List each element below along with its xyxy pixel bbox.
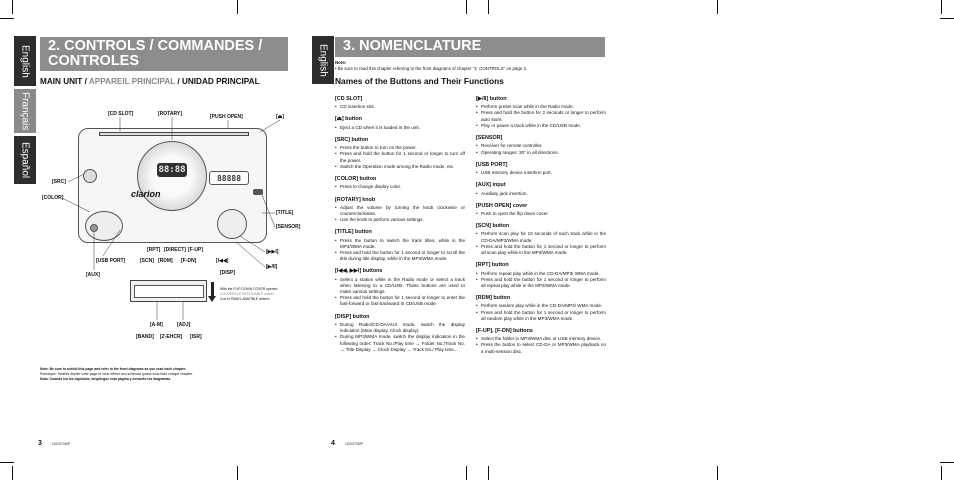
unfold-notes: Note: Be sure to unfold this page and refer to the front diagrams as you read each chapter. Remarque: Veuillez déplier cette page et vous référer aux schémas quand vous lisez chaque chapitre. Nota: Cuando lea los capítulos, despliegue esta página y consulte los diagramas. [40,367,194,382]
function-entry-title: [RPT] button [476,262,509,269]
main-unit-heading: MAIN UNIT / APPAREIL PRINCIPAL / UNIDAD PRINCIPAL [40,77,260,86]
function-entry-item: • Press the button to select CD-DA or MP3/WMA playback on a multi-session disc. [476,342,606,354]
label-usb-port: [USB PORT] [96,258,126,264]
lcd-left: 88:88 [158,165,186,175]
function-entry [335,197,465,224]
function-entry-title: [USB PORT] [476,161,508,168]
label-direct: [DIRECT] [164,247,186,253]
flip-note: With the FLIP DOWN COVER opened COUVERCLE RECLINABLE ouvert Con el PANEL ABATIBLE abierto [220,287,278,302]
function-entry-item: • Press and hold the button for 1 second or longer to perform all scan play while in the MP3/WMA mode. [476,244,606,256]
function-entry-title: [SCN] button [476,223,510,230]
function-entry [476,162,606,176]
tab-english-right[interactable]: English [312,36,334,84]
crop-mark [488,466,489,480]
function-entry [476,182,606,196]
function-entry-item: • Perform scan play for 10 seconds of each track while in the CD-DA/MP3/WMA mode. [476,231,606,243]
label-rotary: [ROTARY] [158,111,182,117]
function-entry-item: • Perform random play while in the CD-DA/MP3/ WMA mode. [476,303,606,309]
tab-espanol[interactable]: Español [14,136,36,184]
function-entry-item: • Press and hold the button for 1 second or longer to enter the fast-forward or fast-backward in CD/USB mode. [335,295,465,307]
label-title: [TITLE] [276,210,294,216]
label-src: [SRC] [52,179,66,185]
label-fdn: [F-DN] [181,258,197,264]
lcd-right: 88888 [209,171,249,185]
function-entry-item: • Switch the Operation mode among the Radio mode, etc. [335,164,465,170]
crop-mark [941,466,942,480]
language-tab-right [312,36,334,87]
label-rdm: [RDM] [158,258,173,264]
crop-mark [237,466,238,480]
leader-lines [0,0,320,345]
label-eject: [⏏] [276,114,285,120]
brand-logo: clarion [131,189,161,199]
function-entry-item: • Press to change display color. [335,184,465,190]
function-entry-item: • Press and hold the button for 2 seconds or longer to perform auto store. [476,110,606,122]
nomenclature-note: Note: • Be sure to read this chapter referring to the front diagrams of chapter "2. CONTROLS" on page 3. [335,60,528,72]
crop-mark [717,466,718,480]
function-entry-item: • Select the folder in MP3/WMA disc or USB memory device. [476,336,606,342]
function-entry-title: [⏏] button [335,116,362,123]
function-entry-item: • Adjust the volume by turning the knob clockwise or counterclockwise. [335,205,465,217]
function-entry-item: • Press and hold the button for 1 second or longer to turn off the power. [335,151,465,163]
function-entry-item: • Press and hold the button for 1 second or longer to perform all random play while in the MP3/WMA mode. [476,310,606,322]
crop-mark [12,466,13,480]
function-entry-item: • During Radio/CD-DA/AUX mode, switch the display indication (Main display, Clock display). [335,322,465,334]
function-entry-title: [SRC] button [335,136,369,143]
tab-francais[interactable]: Français [14,89,36,133]
function-entry-item: • During MP3/WMA mode, switch the display indication in the following order: Track No./Play time → Folder No./Track No. → Title Display → Clock Display → Track No./ Play time... [335,334,465,353]
function-entry-item: • CD insertion slot. [335,104,465,110]
function-entry-title: [TITLE] button [335,229,372,236]
page-code-right: UD0370MP [345,442,364,446]
function-entry-title: [▶/II] button [476,96,507,102]
function-entry-item: • Push to open the flip down cover. [476,211,606,217]
label-push-open: [PUSH OPEN] [210,114,243,120]
function-entry-title: [COLOR] button [335,176,377,183]
function-entry-title: [F-UP], [F-DN] buttons [476,327,533,334]
function-entry-title: [SENSOR] [476,135,503,142]
function-entry-item: • Select a station while in the Radio mode or select a track when listening to a CD/USB. These buttons are used to make various settings. [335,277,465,296]
function-entry [335,137,465,170]
function-entry-item: • Press and hold the button for 1 second or longer to scroll the title during title display, while in the MP3/WMA mode. [335,250,465,262]
label-rpt: [RPT] [147,247,161,253]
nomenclature-title: 3. NOMENCLATURE [335,37,605,57]
function-entry-item: • Press the button to switch the track titles, while in the MP3/WMA mode. [335,238,465,250]
function-entry-title: [CD SLOT] [335,96,363,102]
function-entry-title: [DISP] button [335,313,370,320]
crop-mark [466,0,467,14]
function-entry [476,135,606,156]
label-next: [▶▶I] [266,249,279,255]
function-entry [335,314,465,353]
label-prev: [I◀◀] [216,258,229,264]
label-aux: [AUX] [86,272,100,278]
function-entry [476,328,606,355]
function-entry [335,116,465,130]
function-entry [476,262,606,289]
crop-mark [940,462,954,463]
label-isr: [ISR] [190,334,202,340]
label-disp: [DISP] [220,270,235,276]
page-code-left: UD0370MP [52,442,71,446]
crop-mark [717,0,718,14]
function-entry [335,268,465,307]
label-am: [A-M] [150,322,163,328]
label-zenhcr: [Z-EHCR] [160,334,183,340]
label-color: [COLOR] [42,195,64,201]
crop-mark [466,466,467,480]
page-number-left: 3 [38,440,42,447]
function-entry [476,223,606,256]
function-entry [335,229,465,262]
function-entry-title: [AUX] input [476,182,506,189]
function-entry-item: • Operating ranges: 30° in all directions. [476,150,606,156]
function-entry-title: [ROTARY] knob [335,196,376,203]
crop-mark [941,0,942,14]
crop-mark [488,0,489,14]
function-list-col2 [476,96,606,361]
function-entry-title: [PUSH OPEN] cover [476,202,528,209]
label-play: [▶/II] [266,264,278,270]
label-adj: [ADJ] [177,322,191,328]
function-entry-item: • Press the button to turn on the power. [335,145,465,151]
function-list-col1 [335,96,465,359]
label-fup: [F-UP] [188,247,203,253]
function-entry [335,96,465,110]
function-entry [476,203,606,217]
function-entry-item: • Play or pause a track while in the CD/USB mode. [476,123,606,129]
label-sensor: [SENSOR] [276,224,301,230]
page-number-right: 4 [331,440,335,447]
function-entry-item: • Auxiliary jack insertion. [476,191,606,197]
function-entry-item: • Eject a CD when it is loaded in the unit. [335,125,465,131]
tab-english[interactable]: English [14,36,36,86]
label-band: [BAND] [136,334,154,340]
function-entry-item: • Perform repeat play while in the CD-DA/MP3/ WMA mode. [476,271,606,277]
function-entry-item: • Perform preset scan while in the Radio mode. [476,104,606,110]
crop-mark [940,18,954,19]
function-entry-item: • USB memory device insertion port. [476,170,606,176]
function-entry [335,176,465,190]
crop-mark [0,462,14,463]
function-entry-item: • Receiver for remote controller. [476,143,606,149]
function-entry [476,96,606,129]
function-entry-item: • Press and hold the button for 1 second or longer to perform all repeat play while in the MP3/WMA mode. [476,277,606,289]
function-entry [476,295,606,322]
page-title: 2. CONTROLS / COMMANDES / CONTROLES [40,37,288,71]
label-scn: [SCN] [140,258,154,264]
function-entry-title: [RDM] button [476,295,511,302]
function-entry-title: [I◀◀, ▶▶I] buttons [335,268,383,275]
section-subtitle: Names of the Buttons and Their Functions [335,76,504,86]
label-cd-slot: [CD SLOT] [108,111,134,117]
function-entry-item: • Use the knob to perform various settings. [335,217,465,223]
